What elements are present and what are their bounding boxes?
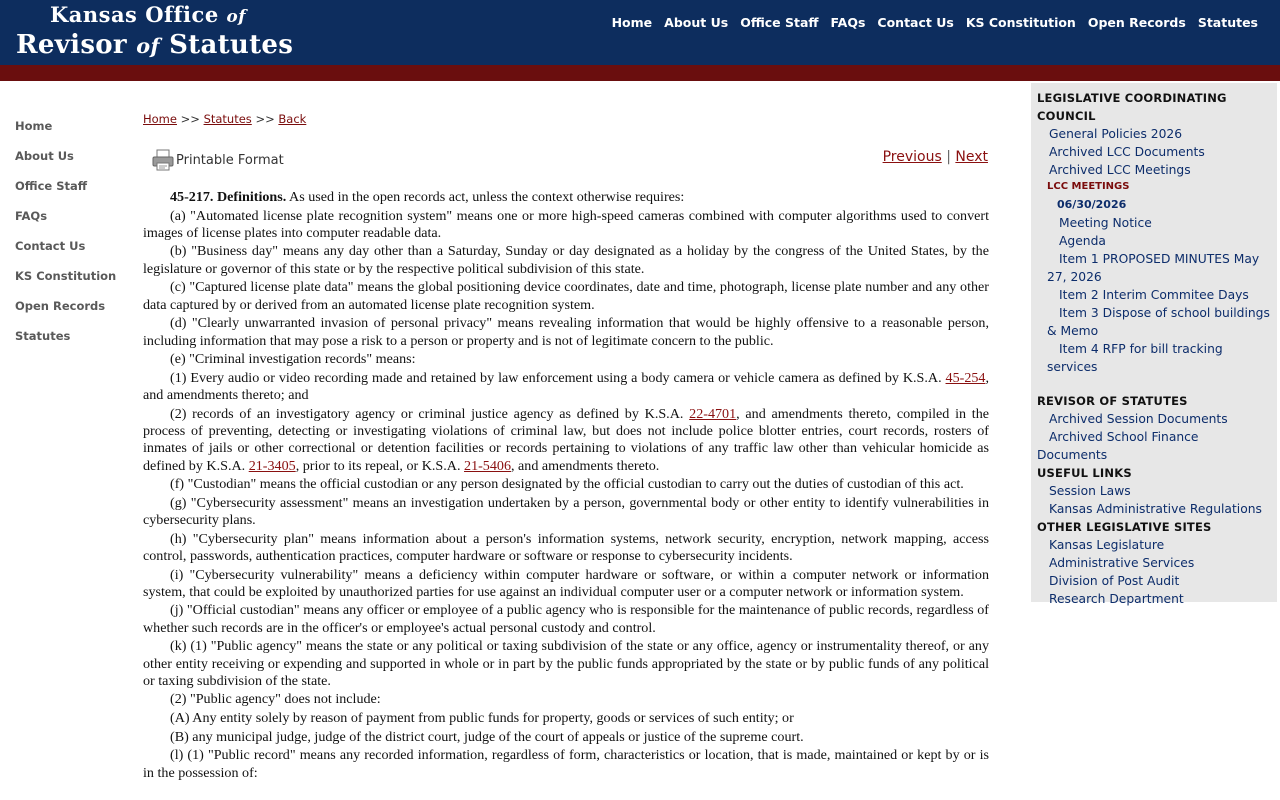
paragraph-e2-text-4: , and amendments thereto.	[511, 457, 660, 474]
top-nav-statutes[interactable]: Statutes	[1197, 15, 1258, 30]
meeting-item-notice[interactable]: Meeting Notice	[1059, 216, 1152, 230]
other-link-research-department[interactable]: Research Department	[1049, 592, 1184, 606]
ros-heading: REVISOR OF STATUTES	[1037, 394, 1188, 408]
printable-format-label: Printable Format	[176, 152, 284, 168]
meeting-date: 06/30/2026	[1057, 198, 1127, 211]
right-sidebar	[1031, 83, 1277, 606]
ros-link-school-finance[interactable]: Archived School Finance Documents	[1037, 430, 1199, 462]
statute-text	[143, 189, 989, 783]
breadcrumb-statutes[interactable]: Statutes	[203, 112, 252, 126]
logo-text-revisor: Revisor	[16, 30, 127, 60]
statute-intro-text: As used in the open records act, unless the context otherwise requires:	[286, 189, 685, 205]
paragraph-e1-text: (1) Every audio or video recording made and retained by law enforcement using a body camera or vehicle camera as defined by K.S.A.	[170, 369, 946, 386]
link-45-254[interactable]: 45-254	[945, 369, 986, 386]
paragraph-e2	[143, 406, 989, 475]
header-accent-bar	[0, 65, 1280, 81]
meeting-item-4[interactable]: Item 4 RFP for bill tracking services	[1047, 342, 1223, 374]
sidebar-spacer	[1037, 376, 1271, 392]
logo-text-statutes: Statutes	[169, 30, 294, 60]
left-nav-office-staff[interactable]: Office Staff	[15, 179, 88, 193]
other-link-post-audit[interactable]: Division of Post Audit	[1049, 574, 1180, 588]
link-22-4701[interactable]: 22-4701	[689, 405, 737, 422]
paragraph-b: (b) "Business day" means any day other than a Saturday, Sunday or day designated as a holiday by the congress of the United States, by the legislature or governor of this state or by the respective political subdivision of this state.	[143, 243, 989, 277]
paragraph-e: (e) "Criminal investigation records" means:	[170, 351, 416, 368]
logo-text-of-2: of	[136, 33, 160, 58]
site-logo-line1[interactable]	[50, 2, 246, 27]
left-nav	[15, 118, 135, 358]
meeting-item-2[interactable]: Item 2 Interim Commitee Days	[1059, 288, 1249, 302]
top-nav-faqs[interactable]: FAQs	[830, 15, 866, 30]
paragraph-a: (a) "Automated license plate recognition system" means one or more high-speed cameras combined with computer algorithms used to convert images of license plates into computer readable data.	[143, 207, 989, 241]
meeting-item-3[interactable]: Item 3 Dispose of school buildings & Memo	[1047, 306, 1270, 338]
breadcrumb-home[interactable]: Home	[143, 112, 177, 126]
paragraph-kB: (B) any municipal judge, judge of the district court, judge of the court of appeals or justice of the supreme court.	[170, 728, 804, 745]
other-sites-heading: OTHER LEGISLATIVE SITES	[1037, 520, 1212, 534]
statute-intro	[143, 189, 989, 206]
link-21-5406[interactable]: 21-5406	[464, 457, 511, 474]
left-nav-faqs[interactable]: FAQs	[15, 209, 48, 223]
paragraph-e1	[143, 370, 989, 405]
paragraph-kA: (A) Any entity solely by reason of payment from public funds for property, goods or services of such entity; or	[170, 710, 794, 727]
paragraph-l1: (l) (1) "Public record" means any recorded information, regardless of form, characteristics or location, that is made, maintained or kept by or is in the possession of:	[143, 747, 989, 781]
top-nav-about-us[interactable]: About Us	[664, 15, 729, 30]
paragraph-g: (g) "Cybersecurity assessment" means an investigation undertaken by a person, governmental body or other entity to identify vulnerabilities in cybersecurity plans.	[143, 494, 989, 529]
site-logo-line2[interactable]	[16, 30, 293, 60]
previous-link[interactable]: Previous	[882, 149, 942, 165]
left-nav-open-records[interactable]: Open Records	[15, 299, 106, 313]
paragraph-f: (f) "Custodian" means the official custodian or any person designated by the official custodian to carry out the duties of custodian of this act.	[170, 476, 964, 493]
paragraph-j: (j) "Official custodian" means any officer or employee of a public agency who is responsible for the maintenance of public records, regardless of whether such records are in the officer's or employee's actual personal custody and control.	[143, 602, 989, 636]
other-link-administrative-services[interactable]: Administrative Services	[1049, 556, 1195, 570]
breadcrumb-separator: >>	[180, 112, 200, 126]
paragraph-e2-text: (2) records of an investigatory agency or criminal justice agency as defined by K.S.A.	[170, 405, 690, 422]
top-nav-office-staff[interactable]: Office Staff	[740, 15, 819, 30]
lcc-meetings-label: LCC MEETINGS	[1047, 181, 1130, 192]
paragraph-k1: (k) (1) "Public agency" means the state or any political or taxing subdivision of the state or any office, agency or instrumentality thereof, or any other entity receiving or expending and supported in whole or in part by the public funds appropriated by the state or by public funds of any political or taxing subdivision of the state.	[143, 638, 989, 689]
top-nav-ks-constitution[interactable]: KS Constitution	[965, 15, 1076, 30]
lcc-link-archived-documents[interactable]: Archived LCC Documents	[1049, 145, 1205, 159]
ros-link-archived-session[interactable]: Archived Session Documents	[1049, 412, 1228, 426]
paragraph-i: (i) "Cybersecurity vulnerability" means a deficiency within computer hardware or software, or within a computer network or information system, that could be exploited by unauthorized parties for use against an individual computer user or a computer network or information system.	[143, 566, 989, 600]
paragraph-e2-text-2: , and amendments thereto, compiled in the process of preventing, detecting or investigating violations of criminal law, but does not include police blotter entries, court records, rosters of inmates of jails or other correctional or detention facilities or records pertaining to violations of any traffic law other than vehicular homicide as defined by K.S.A.	[143, 405, 990, 474]
useful-link-session-laws[interactable]: Session Laws	[1049, 484, 1131, 498]
lcc-link-archived-meetings[interactable]: Archived LCC Meetings	[1049, 163, 1191, 177]
logo-text-of: of	[226, 6, 246, 26]
paragraph-k2: (2) "Public agency" does not include:	[170, 691, 381, 708]
lcc-link-general-policies[interactable]: General Policies 2026	[1049, 127, 1183, 141]
paragraph-c: (c) "Captured license plate data" means the global positioning device coordinates, date and time, photograph, license plate number and any other data captured by or derived from an automated license plate recognition system.	[143, 279, 989, 313]
pager	[883, 149, 988, 165]
left-nav-statutes[interactable]: Statutes	[15, 329, 71, 343]
paragraph-d: (d) "Clearly unwarranted invasion of personal privacy" means revealing information that would be highly offensive to a reasonable person, including information that may pose a risk to a person or property and is not of legitimate concern to the public.	[143, 315, 989, 349]
lcc-heading: LEGISLATIVE COORDINATING COUNCIL	[1037, 91, 1227, 123]
useful-link-kar[interactable]: Kansas Administrative Regulations	[1049, 502, 1262, 516]
meeting-item-agenda[interactable]: Agenda	[1059, 234, 1106, 248]
section-heading: 45-217. Definitions.	[170, 189, 287, 205]
logo-text-kansas-office: Kansas Office	[50, 2, 219, 27]
pager-separator: |	[946, 149, 951, 165]
printer-icon	[152, 149, 174, 171]
left-nav-about-us[interactable]: About Us	[15, 149, 74, 163]
next-link[interactable]: Next	[955, 149, 988, 165]
top-nav-contact-us[interactable]: Contact Us	[877, 15, 954, 30]
meeting-item-1[interactable]: Item 1 PROPOSED MINUTES May 27, 2026	[1047, 252, 1260, 284]
useful-links-heading: USEFUL LINKS	[1037, 466, 1132, 480]
left-nav-ks-constitution[interactable]: KS Constitution	[15, 269, 117, 283]
site-header	[0, 0, 1280, 65]
link-21-3405[interactable]: 21-3405	[248, 457, 296, 474]
breadcrumb-separator: >>	[255, 112, 275, 126]
top-nav-open-records[interactable]: Open Records	[1087, 15, 1186, 30]
other-link-kansas-legislature[interactable]: Kansas Legislature	[1049, 538, 1165, 552]
printable-format-link[interactable]	[152, 149, 284, 171]
left-nav-contact-us[interactable]: Contact Us	[15, 239, 86, 253]
paragraph-e1-text-end: , and amendments thereto; and	[143, 369, 989, 404]
top-nav	[600, 15, 1258, 31]
paragraph-h: (h) "Cybersecurity plan" means information about a person's information systems, network security, encryption, network mapping, access control, passwords, authentication practices, computer hardware or software or response to cybersecurity incidents.	[143, 530, 989, 564]
breadcrumb-back[interactable]: Back	[278, 112, 307, 126]
left-nav-home[interactable]: Home	[15, 119, 53, 133]
paragraph-e2-text-3: , prior to its repeal, or K.S.A.	[295, 457, 465, 474]
top-nav-home[interactable]: Home	[611, 15, 653, 30]
breadcrumb	[143, 112, 306, 126]
